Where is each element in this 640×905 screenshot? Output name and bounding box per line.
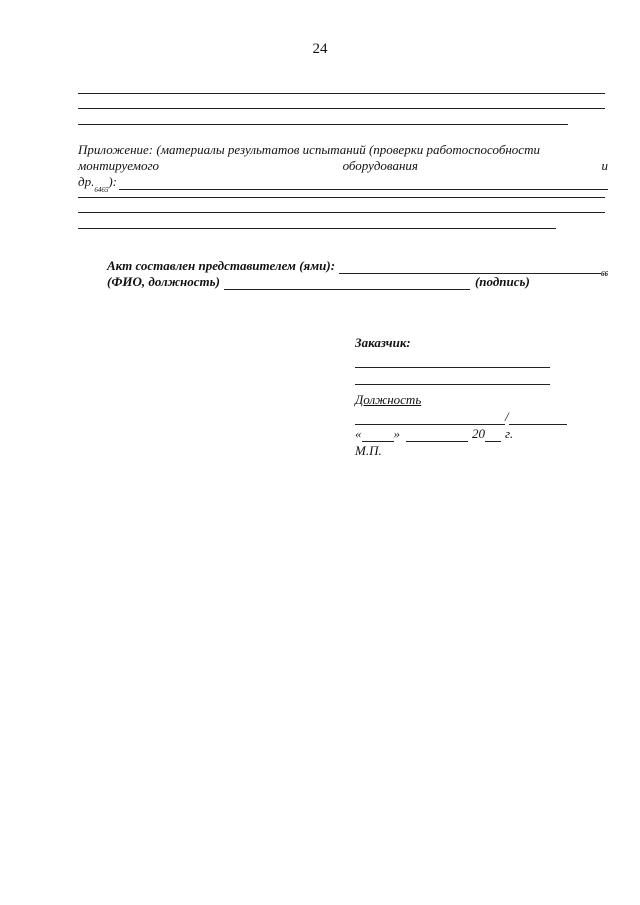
appendix-line-3: др. 6465 ): [78,174,608,190]
blank-line [78,228,556,229]
appendix-text: ): [108,174,117,189]
appendix-text: оборудования [342,158,418,173]
act-line-2 [107,274,612,290]
signature-decode-field[interactable] [509,412,567,425]
act-block [107,258,612,290]
blank-line [78,108,605,109]
date-open-quote: « [355,426,362,441]
year-suffix: г. [505,426,514,441]
customer-name-line[interactable] [355,351,550,368]
act-representative-field[interactable] [339,261,601,274]
fio-field[interactable] [224,277,470,290]
blank-line [78,197,605,198]
date-row [355,425,575,442]
date-close-quote: » [393,426,400,441]
appendix-fill-line [119,177,608,190]
customer-block [355,334,575,459]
appendix-line-2 [78,158,608,174]
appendix-text: монтируемого [78,158,160,173]
appendix-block [78,142,608,194]
year-field[interactable] [485,429,501,442]
appendix-text: и [601,158,608,173]
appendix-text: др. [78,174,95,189]
page-number: 24 [312,41,328,57]
blank-line [78,124,568,125]
signature-label: (подпись) [474,274,530,289]
signature-row [355,408,575,425]
signature-field[interactable] [355,412,505,425]
day-field[interactable] [362,429,394,442]
blank-line [78,212,605,213]
blank-line [78,93,605,94]
month-field[interactable] [406,429,468,442]
customer-name-line[interactable] [355,368,550,385]
year-prefix: 20 [472,426,485,441]
act-label: Акт составлен представителем (ями): [107,258,336,273]
appendix-text: Приложение: (материалы результатов испытаний (проверки работоспособности [78,142,540,157]
position-label: Должность [355,392,422,407]
customer-title: Заказчик: [355,335,411,350]
fio-label: (ФИО, должность) [107,274,220,289]
appendix-line-1 [78,142,608,158]
slash: / [505,409,509,424]
stamp-label: М.П. [355,443,382,458]
act-line-1: Акт составлен представителем (ями): 66 [107,258,609,278]
